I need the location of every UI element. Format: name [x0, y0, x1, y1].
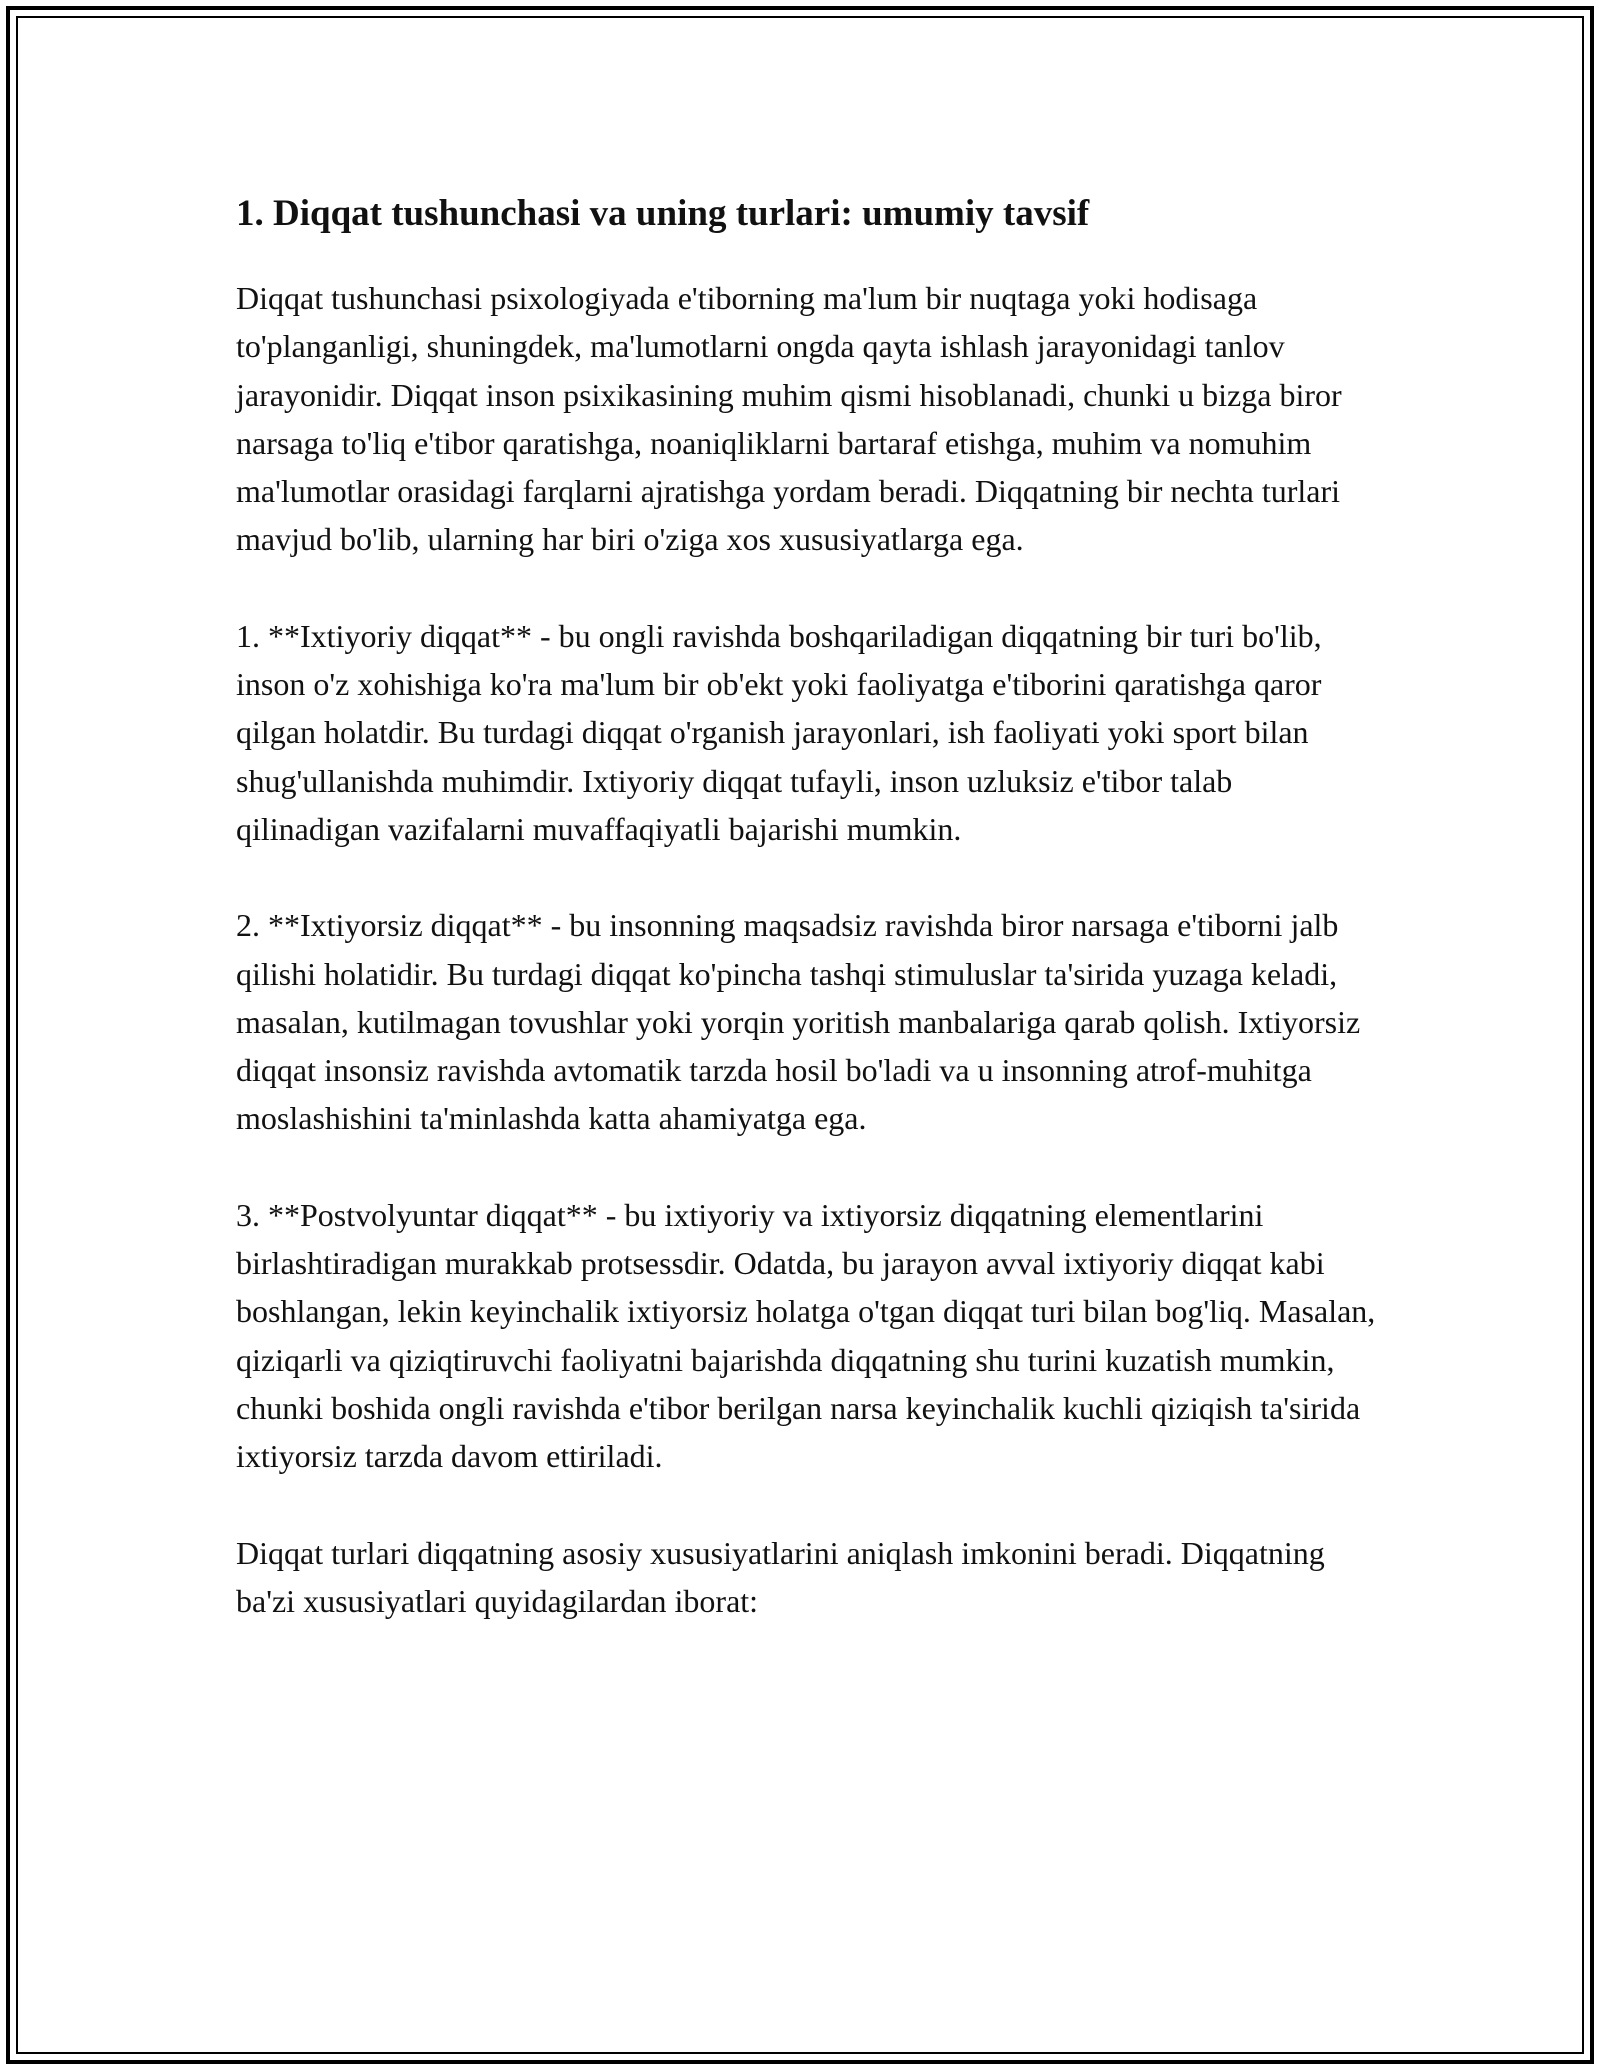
intro-paragraph: Diqqat tushunchasi psixologiyada e'tiborning ma'lum bir nuqtaga yoki hodisaga to'planganligi, shuningdek, ma'lumotlarni ongda qayta ishlash jarayonidagi tanlov jarayonidir. Diqqat inson psixikasining muhim qismi hisoblanadi, chunki u bizga biror narsaga to'liq e'tibor qaratishga, noaniqliklarni bartaraf etishga, muhim va nomuhim ma'lumotlar orasidagi farqlarni ajratishga yordam beradi. Diqqatning bir nechta turlari mavjud bo'lib, ularning har biri o'ziga xos xususiyatlarga ega.: [236, 280, 1342, 558]
document-body: [236, 190, 1376, 1673]
involuntary-attention-paragraph: 2. **Ixtiyorsiz diqqat** - bu insonning maqsadsiz ravishda biror narsaga e'tiborni jalb qilishi holatidir. Bu turdagi diqqat ko'pincha tashqi stimuluslar ta'sirida yuzaga keladi, masalan, kutilmagan tovushlar yoki yorqin yoritish manbalariga qarab qolish. Ixtiyorsiz diqqat insonsiz ravishda avtomatik tarzda hosil bo'ladi va u insonning atrof-muhitga moslashishini ta'minlashda katta ahamiyatga ega.: [236, 907, 1361, 1137]
postvoluntary-attention-paragraph: 3. **Postvolyuntar diqqat** - bu ixtiyoriy va ixtiyorsiz diqqatning elementlarini birlashtiradigan murakkab protsessdir. Odatda, bu jarayon avval ixtiyoriy diqqat kabi boshlangan, lekin keyinchalik ixtiyorsiz holatga o'tgan diqqat turi bilan bog'liq. Masalan, qiziqarli va qiziqtiruvchi faoliyatni bajarishda diqqatning shu turini kuzatish mumkin, chunki boshida ongli ravishda e'tibor berilgan narsa keyinchalik kuchli qiziqish ta'sirida ixtiyorsiz tarzda davom ettiriladi.: [236, 1196, 1376, 1475]
document-title: 1. Diqqat tushunchasi va uning turlari: umumiy tavsif: [236, 193, 1090, 234]
closing-paragraph: Diqqat turlari diqqatning asosiy xususiyatlarini aniqlash imkonini beradi. Diqqatning ba'zi xususiyatlari quyidagilardan iborat:: [236, 1534, 1325, 1619]
voluntary-attention-paragraph: 1. **Ixtiyoriy diqqat** - bu ongli ravishda boshqariladigan diqqatning bir turi bo'lib, inson o'z xohishiga ko'ra ma'lum bir ob'ekt yoki faoliyatga e'tiborini qaratishga qaror qilgan holatdir. Bu turdagi diqqat o'rganish jarayonlari, ish faoliyati yoki sport bilan shug'ullanishda muhimdir. Ixtiyoriy diqqat tufayli, inson uzluksiz e'tibor talab qilinadigan vazifalarni muvaffaqiyatli bajarishi mumkin.: [236, 617, 1322, 847]
